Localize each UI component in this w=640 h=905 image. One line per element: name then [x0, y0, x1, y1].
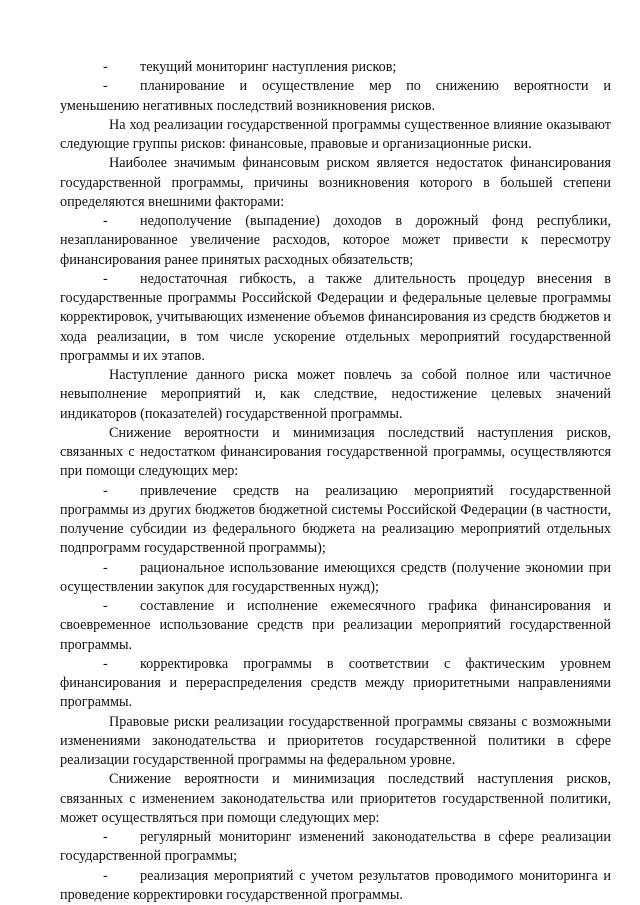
paragraph: Снижение вероятности и минимизация последствий наступления рисков, связанных с изменением законодательства или приоритетов государственной политики, может осуществляться при помощи следующих мер: [60, 771, 611, 826]
bullet-text: реализация мероприятий с учетом результатов проводимого мониторинга и проведение корректировки государственной программы. [60, 867, 611, 903]
bullet-item [60, 828, 611, 867]
paragraph: На ход реализации государственной программы существенное влияние оказывают следующие группы рисков: финансовые, правовые и организационные риски. [60, 116, 611, 152]
bullet-dash: - [103, 213, 108, 229]
bullet-dash: - [103, 270, 108, 287]
bullet-item [60, 655, 611, 713]
paragraph: Правовые риски реализации государственной программы связаны с возможными изменениями законодательства и приоритетов государственной политики в сфере реализации государственной программы на федеральном уровне. [60, 713, 611, 768]
bullet-text: корректировка программы в соответствии с фактическим уровнем финансирования и перераспределения средств между приоритетными направлениями программы. [60, 655, 611, 711]
bullet-item [60, 58, 611, 77]
bullet-dash: - [103, 78, 108, 95]
bullet-dash: - [103, 829, 108, 845]
bullet-text: рациональное использование имеющихся средств (получение экономии при осуществлении закупок для государственных нужд); [60, 559, 611, 595]
bullet-text: планирование и осуществление мер по снижению вероятности и уменьшению негативных последствий возникновения рисков. [60, 78, 611, 114]
bullet-text: недостаточная гибкость, а также длительность процедур внесения в государственные программы Российской Федерации и федеральные целевые программы корректировок, учитывающих изменение объемов финансирования из средств бюджетов и хода реализации, в том числе ускорение отдельных мероприятий государственной программы и их этапов. [60, 270, 611, 364]
bullet-item [60, 212, 611, 270]
bullet-dash: - [103, 559, 108, 576]
bullet-dash: - [103, 655, 108, 672]
bullet-dash: - [103, 867, 108, 884]
document-body [60, 58, 611, 905]
bullet-text: регулярный мониторинг изменений законодательства в сфере реализации государственной программы; [60, 829, 611, 865]
bullet-item [60, 597, 611, 655]
bullet-text: привлечение средств на реализацию мероприятий государственной программы из других бюджетов бюджетной системы Российской Федерации (в частности, получение субсидии из федерального бюджета на реализацию мероприятий отдельных подпрограмм государственной программы); [60, 482, 611, 557]
bullet-dash: - [103, 59, 108, 75]
bullet-item [60, 482, 611, 559]
paragraph: Наиболее значимым финансовым риском является недостаток финансирования государственной программы, причины возникновения которого в большей степени определяются внешними факторами: [60, 155, 611, 210]
bullet-dash: - [103, 598, 108, 614]
paragraph: Наступление данного риска может повлечь за собой полное или частичное невыполнение мероприятий и, как следствие, недостижение целевых значений индикаторов (показателей) государственной программы. [60, 367, 611, 422]
bullet-item [60, 270, 611, 366]
bullet-dash: - [103, 482, 108, 499]
bullet-item [60, 867, 611, 905]
bullet-text: текущий мониторинг наступления рисков; [140, 59, 397, 75]
bullet-text: недополучение (выпадение) доходов в дорожный фонд республики, незапланированное увеличение расходов, которое может привести к пересмотру финансирования ранее принятых расходных обязательств; [60, 213, 611, 268]
bullet-text: составление и исполнение ежемесячного графика финансирования и своевременное использование средств при реализации мероприятий государственной программы. [60, 598, 611, 653]
paragraph: Снижение вероятности и минимизация последствий наступления рисков, связанных с недостатком финансирования государственной программы, осуществляются при помощи следующих мер: [60, 424, 611, 480]
bullet-item [60, 77, 611, 116]
bullet-item [60, 559, 611, 598]
